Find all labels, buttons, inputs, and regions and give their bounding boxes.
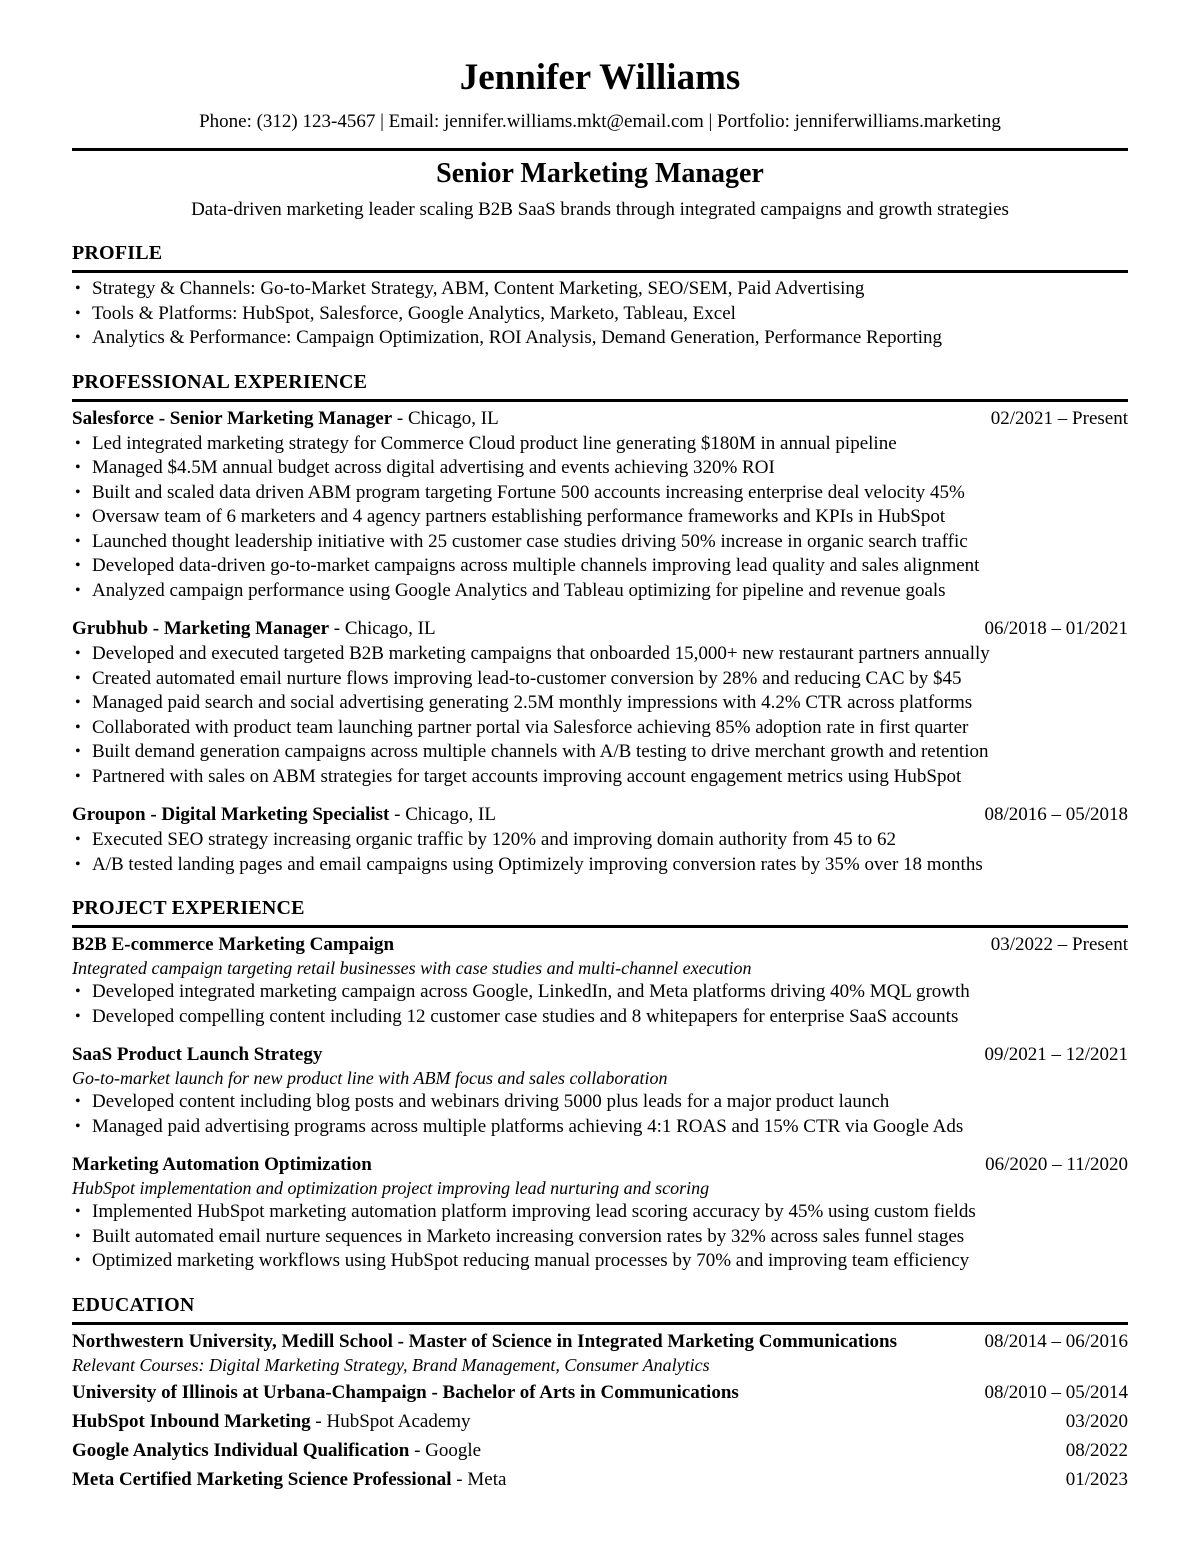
job-bullet: • Managed $4.5M annual budget across digital advertising and events achieving 320% ROI bbox=[72, 456, 1128, 481]
project-bullet-list bbox=[72, 1090, 1128, 1139]
project-entry bbox=[72, 932, 1128, 1029]
education-degree: University of Illinois at Urbana-Champaign - Bachelor of Arts in Communications bbox=[72, 1381, 739, 1403]
job-bullet: • Analyzed campaign performance using Google Analytics and Tableau optimizing for pipeline and revenue goals bbox=[72, 579, 1128, 604]
project-dates: 06/2020 – 11/2020 bbox=[985, 1154, 1128, 1176]
section-education bbox=[72, 1293, 1128, 1492]
role-title: Senior Marketing Manager bbox=[436, 158, 764, 190]
education-entry bbox=[72, 1467, 1128, 1492]
header-divider bbox=[72, 148, 1128, 151]
projects-divider bbox=[72, 925, 1128, 928]
education-dates: 08/2010 – 05/2014 bbox=[984, 1381, 1128, 1403]
education-note: Relevant Courses: Digital Marketing Strategy, Brand Management, Consumer Analytics bbox=[72, 1354, 710, 1375]
education-entry bbox=[72, 1329, 1128, 1376]
project-title-text: SaaS Product Launch Strategy bbox=[72, 1044, 323, 1066]
job-bullet-list bbox=[72, 828, 1128, 877]
education-title bbox=[72, 1438, 499, 1463]
education-header bbox=[72, 1380, 1128, 1405]
job-company-role: Groupon - Digital Marketing Specialist bbox=[72, 804, 390, 826]
certification-issuer: - Meta bbox=[451, 1468, 507, 1490]
project-title bbox=[72, 1042, 340, 1067]
project-bullet: • Developed compelling content including 12 customer case studies and 8 whitepapers for enterprise SaaS accounts bbox=[72, 1005, 1128, 1030]
tagline: Data-driven marketing leader scaling B2B SaaS brands through integrated campaigns and growth strategies bbox=[191, 199, 1009, 221]
contact-line: Phone: (312) 123-4567 | Email: jennifer.williams.mkt@email.com | Portfolio: jenniferwilliams.marketing bbox=[199, 111, 1001, 133]
education-dates: 01/2023 bbox=[1065, 1468, 1128, 1490]
job-bullet: • Developed data-driven go-to-market campaigns across multiple channels improving lead quality and sales alignment bbox=[72, 554, 1128, 579]
job-entry bbox=[72, 406, 1128, 604]
education-title bbox=[72, 1409, 489, 1434]
education-header bbox=[72, 1329, 1128, 1354]
projects-heading: PROJECT EXPERIENCE bbox=[72, 897, 305, 920]
education-entry bbox=[72, 1438, 1128, 1463]
project-title-text: Marketing Automation Optimization bbox=[72, 1154, 372, 1176]
education-title bbox=[72, 1467, 524, 1492]
project-dates: 03/2022 – Present bbox=[990, 934, 1128, 956]
profile-divider bbox=[72, 270, 1128, 273]
job-bullet: • Launched thought leadership initiative with 25 customer case studies driving 50% increase in organic search traffic bbox=[72, 530, 1128, 555]
certification-issuer: - Google bbox=[409, 1439, 482, 1461]
job-bullet: • Developed and executed targeted B2B marketing campaigns that onboarded 15,000+ new restaurant partners annually bbox=[72, 642, 1128, 667]
project-header bbox=[72, 1042, 1128, 1067]
candidate-name: Jennifer Williams bbox=[459, 57, 741, 98]
profile-bullet: • Strategy & Channels: Go-to-Market Strategy, ABM, Content Marketing, SEO/SEM, Paid Advertising bbox=[72, 277, 1128, 302]
job-bullet: • Built demand generation campaigns across multiple channels with A/B testing to drive merchant growth and retention bbox=[72, 740, 1128, 765]
experience-heading: PROFESSIONAL EXPERIENCE bbox=[72, 370, 368, 393]
certification-name: Meta Certified Marketing Science Professional bbox=[72, 1468, 452, 1490]
job-location: - Chicago, IL bbox=[389, 804, 496, 826]
project-bullet: • Developed content including blog posts and webinars driving 5000 plus leads for a major product launch bbox=[72, 1090, 1128, 1115]
experience-divider bbox=[72, 399, 1128, 402]
job-title bbox=[72, 406, 517, 431]
job-company-role: Grubhub - Marketing Manager bbox=[72, 618, 330, 640]
profile-bullet: • Analytics & Performance: Campaign Optimization, ROI Analysis, Demand Generation, Performance Reporting bbox=[72, 326, 1128, 351]
job-location: - Chicago, IL bbox=[329, 618, 436, 640]
project-bullet: • Implemented HubSpot marketing automation platform improving lead scoring accuracy by 45% using custom fields bbox=[72, 1200, 1128, 1225]
project-bullet: • Developed integrated marketing campaign across Google, LinkedIn, and Meta platforms driving 40% MQL growth bbox=[72, 980, 1128, 1005]
education-header bbox=[72, 1438, 1128, 1463]
education-header bbox=[72, 1409, 1128, 1434]
job-location: - Chicago, IL bbox=[392, 407, 499, 429]
job-entry bbox=[72, 616, 1128, 789]
job-bullet-list bbox=[72, 642, 1128, 789]
education-dates: 03/2020 bbox=[1065, 1410, 1128, 1432]
project-title bbox=[72, 932, 412, 957]
job-dates: 06/2018 – 01/2021 bbox=[984, 618, 1128, 640]
job-title bbox=[72, 802, 514, 827]
job-bullet: • Built and scaled data driven ABM program targeting Fortune 500 accounts increasing enterprise deal velocity 45% bbox=[72, 481, 1128, 506]
project-bullet-list bbox=[72, 1200, 1128, 1274]
education-divider bbox=[72, 1322, 1128, 1325]
education-dates: 08/2022 bbox=[1065, 1439, 1128, 1461]
job-bullet: • Created automated email nurture flows improving lead-to-customer conversion by 28% and reducing CAC by $45 bbox=[72, 667, 1128, 692]
education-entry bbox=[72, 1409, 1128, 1434]
job-header bbox=[72, 616, 1128, 641]
job-bullet: • Oversaw team of 6 marketers and 4 agency partners establishing performance frameworks and KPIs in HubSpot bbox=[72, 505, 1128, 530]
education-title bbox=[72, 1380, 757, 1405]
certification-name: HubSpot Inbound Marketing bbox=[72, 1410, 311, 1432]
project-entry bbox=[72, 1042, 1128, 1139]
certification-issuer: - HubSpot Academy bbox=[310, 1410, 471, 1432]
education-heading: EDUCATION bbox=[72, 1293, 195, 1316]
project-header bbox=[72, 1152, 1128, 1177]
section-experience bbox=[72, 370, 1128, 878]
project-description: Go-to-market launch for new product line with ABM focus and sales collaboration bbox=[72, 1068, 668, 1089]
project-bullet: • Managed paid advertising programs across multiple platforms achieving 4:1 ROAS and 15% CTR via Google Ads bbox=[72, 1115, 1128, 1140]
job-header bbox=[72, 802, 1128, 827]
job-bullet: • Managed paid search and social advertising generating 2.5M monthly impressions with 4.2% CTR across platforms bbox=[72, 691, 1128, 716]
profile-bullet: • Tools & Platforms: HubSpot, Salesforce, Google Analytics, Marketo, Tableau, Excel bbox=[72, 302, 1128, 327]
project-bullet: • Optimized marketing workflows using HubSpot reducing manual processes by 70% and improving team efficiency bbox=[72, 1249, 1128, 1274]
project-title bbox=[72, 1152, 390, 1177]
education-dates: 08/2014 – 06/2016 bbox=[984, 1330, 1128, 1352]
project-bullet-list bbox=[72, 980, 1128, 1029]
project-title-text: B2B E-commerce Marketing Campaign bbox=[72, 934, 395, 956]
education-header bbox=[72, 1467, 1128, 1492]
job-dates: 08/2016 – 05/2018 bbox=[984, 804, 1128, 826]
project-dates: 09/2021 – 12/2021 bbox=[984, 1044, 1128, 1066]
job-bullet-list bbox=[72, 432, 1128, 604]
job-bullet: • Collaborated with product team launching partner portal via Salesforce achieving 85% adoption rate in first quarter bbox=[72, 716, 1128, 741]
job-dates: 02/2021 – Present bbox=[990, 407, 1128, 429]
job-bullet: • Partnered with sales on ABM strategies for target accounts improving account engagement metrics using HubSpot bbox=[72, 765, 1128, 790]
education-title bbox=[72, 1329, 915, 1354]
section-projects bbox=[72, 896, 1128, 1274]
project-entry bbox=[72, 1152, 1128, 1274]
project-description: HubSpot implementation and optimization project improving lead nurturing and scoring bbox=[72, 1178, 710, 1199]
job-bullet: • Executed SEO strategy increasing organic traffic by 120% and improving domain authority from 45 to 62 bbox=[72, 828, 1128, 853]
education-entry bbox=[72, 1380, 1128, 1405]
job-bullet: • Led integrated marketing strategy for Commerce Cloud product line generating $180M in annual pipeline bbox=[72, 432, 1128, 457]
project-header bbox=[72, 932, 1128, 957]
job-bullet: • A/B tested landing pages and email campaigns using Optimizely improving conversion rates by 35% over 18 months bbox=[72, 853, 1128, 878]
project-description: Integrated campaign targeting retail businesses with case studies and multi-channel execution bbox=[72, 958, 752, 979]
job-title bbox=[72, 616, 454, 641]
project-bullet: • Built automated email nurture sequences in Marketo increasing conversion rates by 32% across sales funnel stages bbox=[72, 1225, 1128, 1250]
section-profile bbox=[72, 241, 1128, 351]
job-header bbox=[72, 406, 1128, 431]
profile-bullet-list bbox=[72, 277, 1128, 351]
certification-name: Google Analytics Individual Qualification bbox=[72, 1439, 410, 1461]
profile-heading: PROFILE bbox=[72, 242, 163, 265]
job-entry bbox=[72, 802, 1128, 877]
job-company-role: Salesforce - Senior Marketing Manager bbox=[72, 407, 393, 429]
education-degree: Northwestern University, Medill School - Master of Science in Integrated Marketing Communications bbox=[72, 1330, 897, 1352]
resume-header bbox=[72, 56, 1128, 222]
